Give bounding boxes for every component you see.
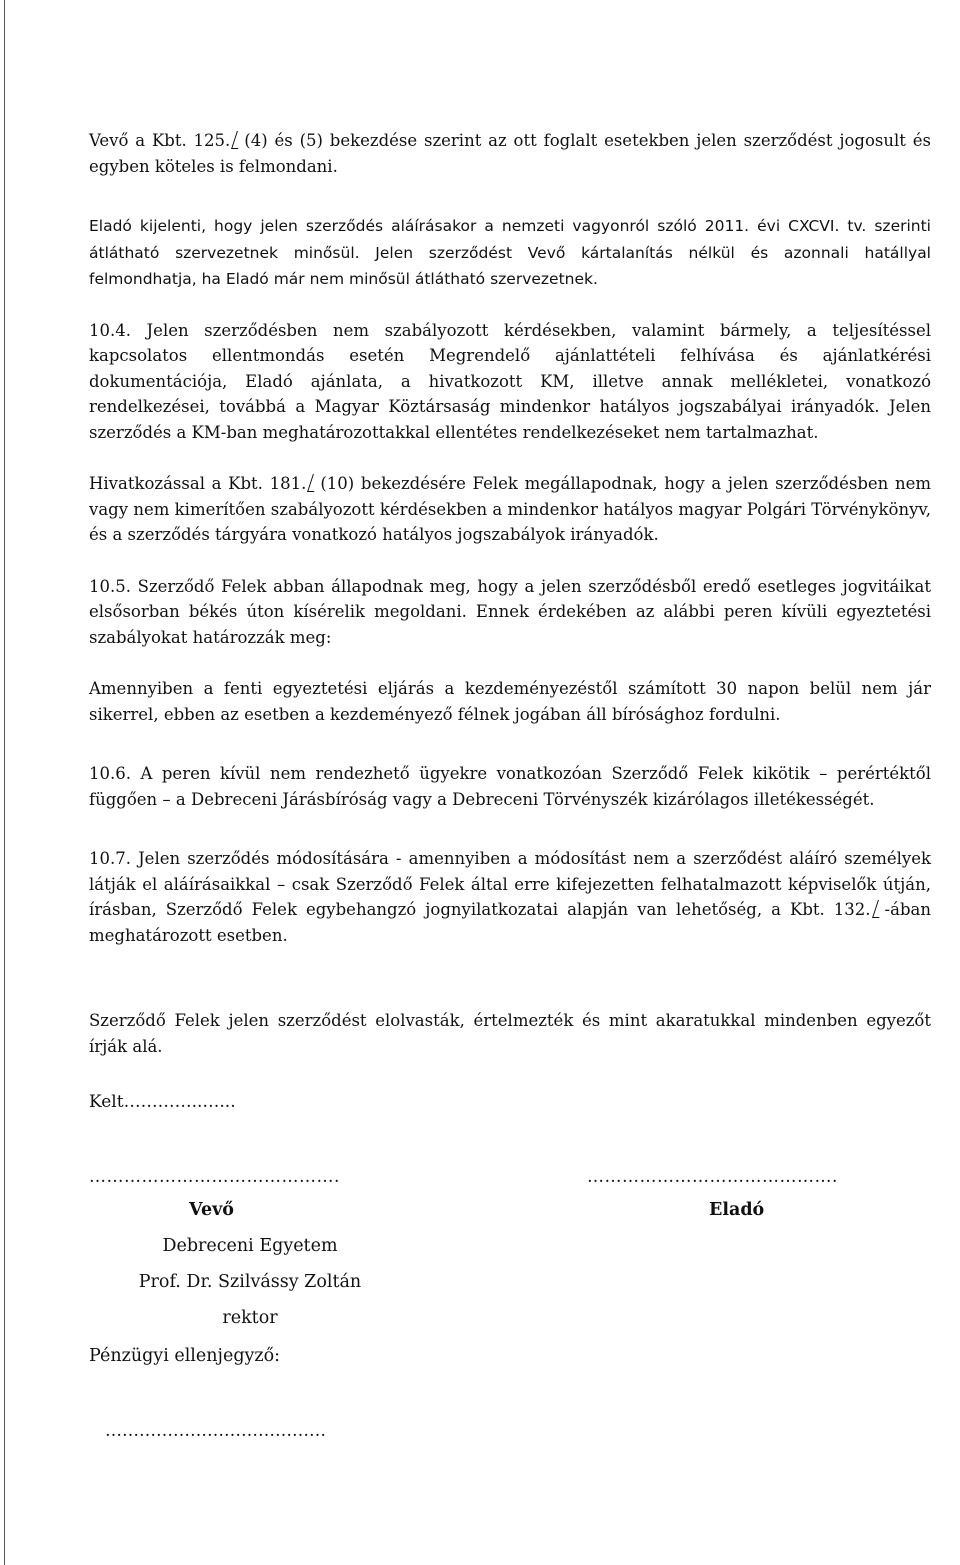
- seller-signature-line: …………………………………….: [587, 1167, 838, 1187]
- financial-countersign-label: Pénzügyi ellenjegyző:: [89, 1346, 281, 1366]
- paragraph-dispute-escalation: Amennyiben a fenti egyeztetési eljárás a kezdeményezéstől számított 30 napon belül nem jár sikerrel, ebben az esetben a kezdeményező félnek jogában áll bírósághoz fordulni.: [89, 679, 931, 724]
- contract-body: [89, 128, 931, 1059]
- paragraph-signing-statement: Szerződő Felek jelen szerződést elolvasták, értelmezték és mint akaratukkal mindenben egyezőt írják alá.: [89, 1011, 931, 1056]
- paragraph-10-7: [89, 846, 931, 948]
- paragraph-transparent-organization: [89, 213, 931, 293]
- page-left-border: [4, 0, 5, 1565]
- buyer-label: Vevő: [189, 1200, 234, 1220]
- section-mark-icon: [307, 474, 320, 492]
- paragraph-text: Hivatkozással a Kbt. 181.: [89, 474, 307, 493]
- paragraph-text: 10.7. Jelen szerződés módosítására - amennyiben a módosítást nem a szerződést aláíró személyek látják el aláírásaikkal – csak Szerződő Felek által erre kifejezetten felhatalmazott képviselők útján, írásban, Szerződő Felek egybehangzó jognyilatkozatai alapján van lehetőség, a Kbt. 132.: [89, 849, 931, 919]
- buyer-signatory-role: rektor: [222, 1308, 278, 1328]
- section-mark-icon: [872, 900, 885, 918]
- paragraph-kbt-reference: [89, 471, 931, 548]
- buyer-signature-line: …………………………………….: [89, 1167, 340, 1187]
- buyer-signatory-name: Prof. Dr. Szilvássy Zoltán: [138, 1272, 362, 1292]
- financial-countersign-line: …………………………………: [105, 1421, 326, 1441]
- section-mark-icon: [231, 131, 244, 149]
- paragraph-text: Vevő a Kbt. 125.: [89, 131, 231, 150]
- paragraph-10-5: 10.5. Szerződő Felek abban állapodnak meg, hogy a jelen szerződésből eredő esetleges jogvitáikat elsősorban békés úton kísérelik megoldani. Ennek érdekében az alábbi peren kívüli egyeztetési szabályokat határozzák meg:: [89, 576, 931, 647]
- paragraph-text: (10) bekezdésére Felek megállapodnak, hogy a jelen szerződésben nem vagy nem kimerítően szabályozott kérdésekben a mindenkor hatályos magyar Polgári Törvénykönyv, és a szerződés tárgyára vonatkozó hatályos jogszabályok irányadók.: [89, 474, 931, 544]
- paragraph-text: (4) és (5) bekezdése szerint az ott foglalt esetekben jelen szerződést jogosult és egyben köteles is felmondani.: [89, 131, 931, 176]
- paragraph-termination-right: [89, 128, 931, 179]
- seller-label: Eladó: [709, 1200, 765, 1220]
- date-place-line: Kelt…………..…...: [89, 1092, 236, 1112]
- buyer-organization: Debreceni Egyetem: [162, 1236, 338, 1256]
- paragraph-text: Jelen szerződést Vevő kártalanítás nélkül és azonnali hatállyal felmondhatja, ha Eladó már nem minősül átlátható szervezetnek.: [89, 243, 931, 288]
- paragraph-text: Eladó kijelenti, hogy jelen szerződés aláírásakor a nemzeti vagyonról szóló 2011. évi CXCVI. tv. szerinti átlátható szervezetnek minősül.: [89, 217, 931, 262]
- paragraph-10-6: 10.6. A peren kívül nem rendezhető ügyekre vonatkozóan Szerződő Felek kikötik – perértéktől függően – a Debreceni Járásbíróság vagy a Debreceni Törvényszék kizárólagos illetékességét.: [89, 764, 931, 809]
- paragraph-text: -ában meghatározott esetben.: [89, 900, 931, 945]
- paragraph-10-4: 10.4. Jelen szerződésben nem szabályozott kérdésekben, valamint bármely, a teljesítéssel kapcsolatos ellentmondás esetén Megrendelő ajánlattételi felhívása és ajánlatkérési dokumentációja, Eladó ajánlata, a hivatkozott KM, illetve annak mellékletei, vonatkozó rendelkezései, továbbá a Magyar Köztársaság mindenkor hatályos jogszabályai irányadók. Jelen szerződés a KM-ban meghatározottakkal ellentétes rendelkezéseket nem tartalmazhat.: [89, 320, 931, 442]
